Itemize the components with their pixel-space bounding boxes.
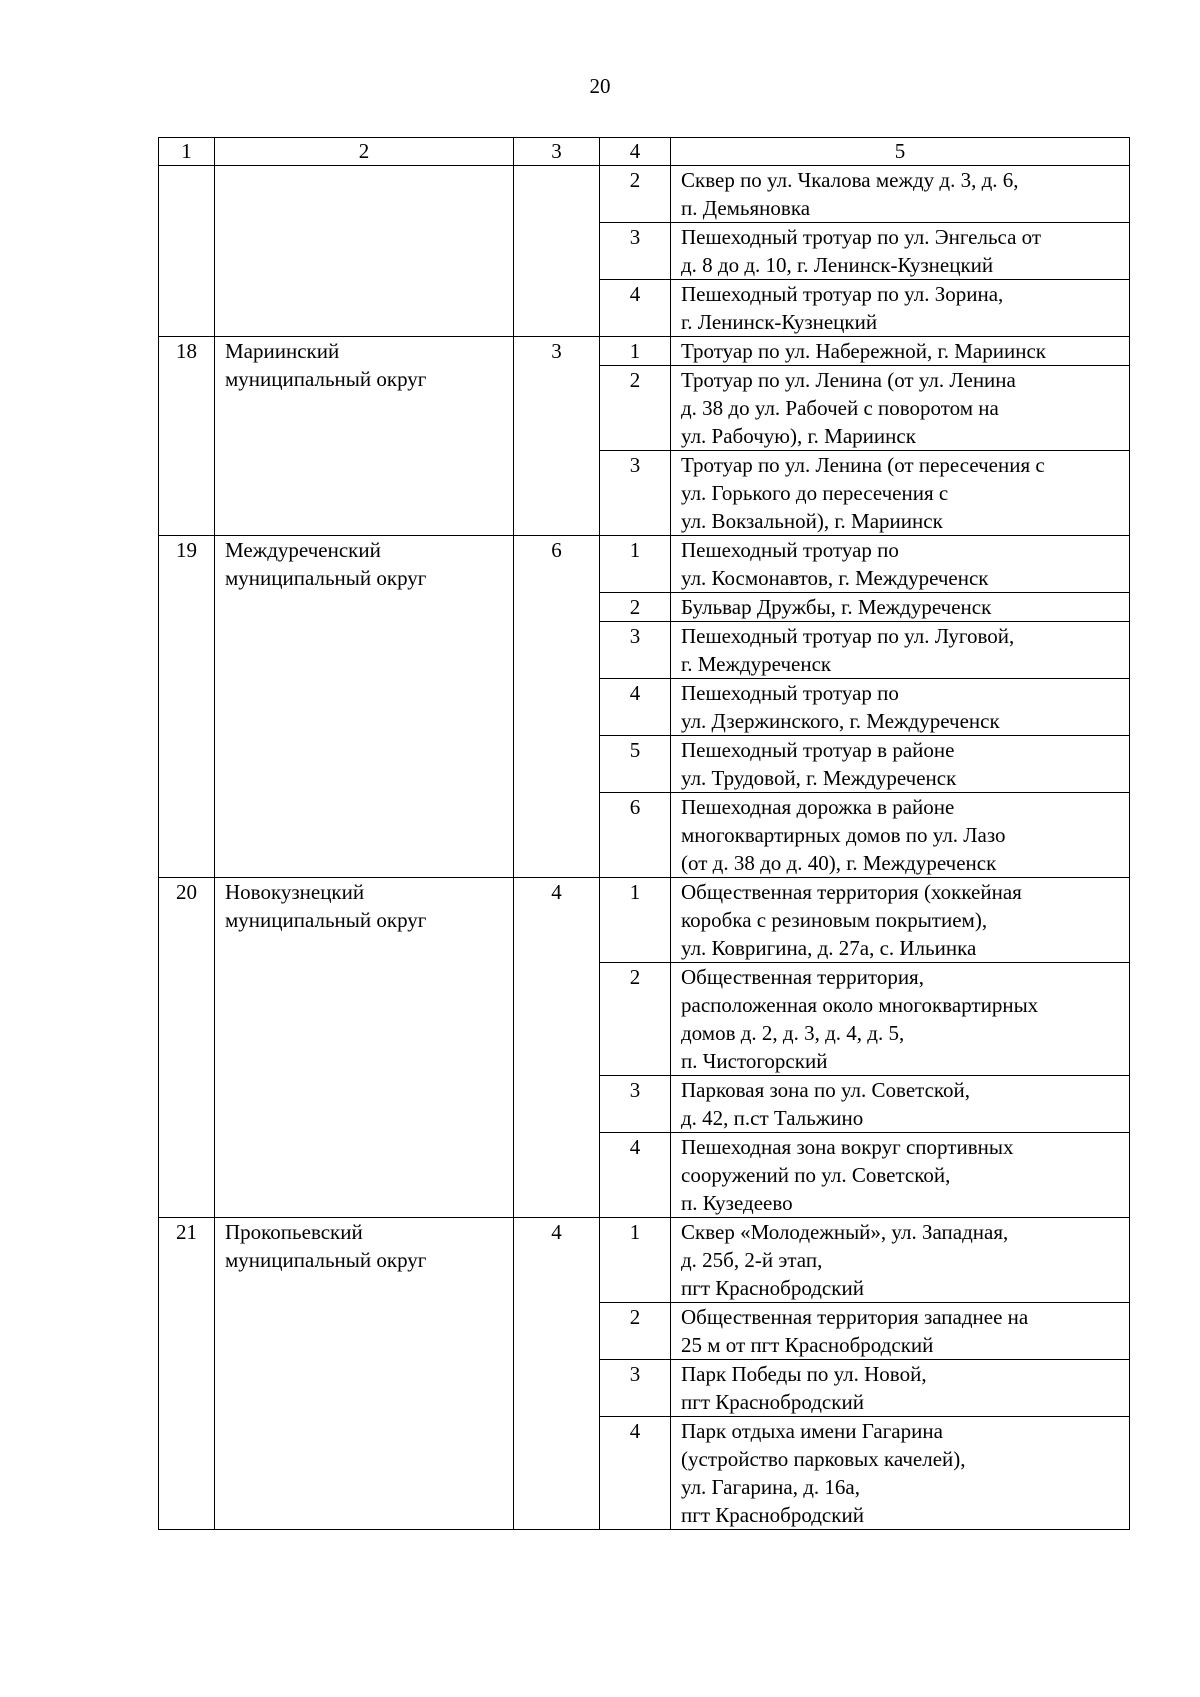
item-text: Пешеходная дорожка в районе многоквартирных домов по ул. Лазо (от д. 38 до д. 40), г. Междуреченск (671, 793, 1130, 878)
item-number: 3 (600, 1076, 671, 1133)
header-col-4: 4 (600, 138, 671, 166)
item-number: 4 (600, 280, 671, 337)
group-name: Прокопьевский муниципальный округ (215, 1218, 514, 1530)
group-number: 20 (159, 878, 215, 1218)
header-col-3: 3 (514, 138, 600, 166)
item-number: 2 (600, 366, 671, 451)
item-text: Парк отдыха имени Гагарина (устройство парковых качелей), ул. Гагарина, д. 16а, пгт Краснобродский (671, 1417, 1130, 1530)
item-number: 3 (600, 1360, 671, 1417)
page-number: 20 (589, 74, 611, 98)
item-number: 3 (600, 622, 671, 679)
item-text: Тротуар по ул. Ленина (от ул. Ленина д. 38 до ул. Рабочей с поворотом на ул. Рабочую), г. Мариинск (671, 366, 1130, 451)
item-text: Бульвар Дружбы, г. Междуреченск (671, 593, 1130, 622)
table-row (159, 337, 1130, 366)
table-row (159, 166, 1130, 223)
item-text: Пешеходный тротуар по ул. Луговой, г. Междуреченск (671, 622, 1130, 679)
group-number: 21 (159, 1218, 215, 1530)
group-number-cell (159, 166, 215, 337)
table-body (159, 138, 1130, 1530)
item-number: 3 (600, 223, 671, 280)
item-number: 1 (600, 536, 671, 593)
item-number: 1 (600, 337, 671, 366)
item-text: Тротуар по ул. Набережной, г. Мариинск (671, 337, 1130, 366)
header-col-2: 2 (215, 138, 514, 166)
item-text: Тротуар по ул. Ленина (от пересечения с ул. Горького до пересечения с ул. Вокзальной), г. Мариинск (671, 451, 1130, 536)
item-text: Пешеходный тротуар в районе ул. Трудовой, г. Междуреченск (671, 736, 1130, 793)
item-text: Общественная территория (хоккейная коробка с резиновым покрытием), ул. Ковригина, д. 27а, с. Ильинка (671, 878, 1130, 963)
item-number: 4 (600, 1417, 671, 1530)
group-name-cell (215, 166, 514, 337)
group-count: 6 (514, 536, 600, 878)
group-name: Мариинский муниципальный округ (215, 337, 514, 536)
group-name: Новокузнецкий муниципальный округ (215, 878, 514, 1218)
header-col-5: 5 (671, 138, 1130, 166)
item-text: Пешеходный тротуар по ул. Космонавтов, г. Междуреченск (671, 536, 1130, 593)
item-number: 4 (600, 1133, 671, 1218)
item-number: 4 (600, 679, 671, 736)
item-text: Пешеходный тротуар по ул. Зорина, г. Ленинск-Кузнецкий (671, 280, 1130, 337)
item-text: Общественная территория западнее на 25 м от пгт Краснобродский (671, 1303, 1130, 1360)
item-number: 3 (600, 451, 671, 536)
item-text: Пешеходный тротуар по ул. Дзержинского, г. Междуреченск (671, 679, 1130, 736)
item-text: Парковая зона по ул. Советской, д. 42, п.ст Тальжино (671, 1076, 1130, 1133)
item-text: Парк Победы по ул. Новой, пгт Краснобродский (671, 1360, 1130, 1417)
table-row (159, 536, 1130, 593)
header-row (159, 138, 1130, 166)
item-number: 2 (600, 593, 671, 622)
item-number: 2 (600, 1303, 671, 1360)
table-row (159, 1218, 1130, 1303)
item-text: Пешеходная зона вокруг спортивных сооружений по ул. Советской, п. Кузедеево (671, 1133, 1130, 1218)
group-number: 19 (159, 536, 215, 878)
group-count: 4 (514, 878, 600, 1218)
item-text: Сквер по ул. Чкалова между д. 3, д. 6, п. Демьяновка (671, 166, 1130, 223)
item-number: 2 (600, 166, 671, 223)
item-number: 2 (600, 963, 671, 1076)
data-table (158, 137, 1130, 1530)
item-number: 6 (600, 793, 671, 878)
group-count-cell (514, 166, 600, 337)
group-count: 3 (514, 337, 600, 536)
header-col-1: 1 (159, 138, 215, 166)
item-text: Общественная территория, расположенная около многоквартирных домов д. 2, д. 3, д. 4, д. 5, п. Чистогорский (671, 963, 1130, 1076)
item-number: 1 (600, 1218, 671, 1303)
table-row (159, 878, 1130, 963)
item-number: 5 (600, 736, 671, 793)
group-number: 18 (159, 337, 215, 536)
item-text: Пешеходный тротуар по ул. Энгельса от д. 8 до д. 10, г. Ленинск-Кузнецкий (671, 223, 1130, 280)
group-count: 4 (514, 1218, 600, 1530)
group-name: Междуреченский муниципальный округ (215, 536, 514, 878)
item-text: Сквер «Молодежный», ул. Западная, д. 25б, 2-й этап, пгт Краснобродский (671, 1218, 1130, 1303)
item-number: 1 (600, 878, 671, 963)
